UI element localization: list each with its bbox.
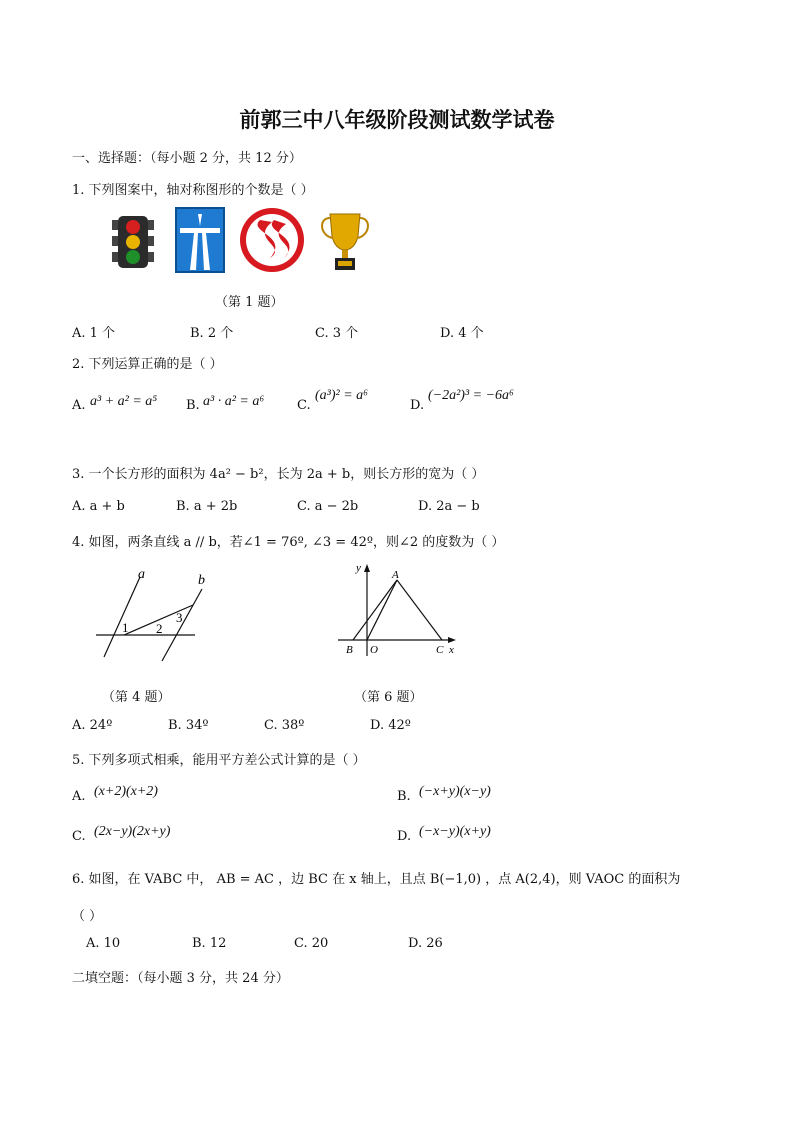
fig6-label-x: x: [449, 644, 454, 656]
q2-expr-b: a³ · a² = a⁶: [203, 394, 265, 409]
fig6-label-b: B: [346, 644, 353, 656]
figure-q6: [330, 560, 465, 660]
red-logo-icon: [240, 208, 304, 272]
q4-option-c: C. 38º: [264, 718, 305, 733]
q6-option-a: A. 10: [86, 936, 121, 951]
fig6-label-a: A: [392, 569, 399, 581]
q3-option-d: D. 2a − b: [418, 499, 480, 514]
q6-option-b: B. 12: [192, 936, 227, 951]
q6-answer-paren: （ ）: [72, 909, 103, 924]
q6-option-d: D. 26: [408, 936, 443, 951]
q5-label-b: B.: [397, 789, 411, 804]
figure-q4: [90, 565, 215, 665]
fig4-label-3: 3: [176, 610, 183, 625]
q2-expr-a: a³ + a² = a⁵: [90, 394, 158, 409]
q1-option-b: B. 2 个: [190, 326, 234, 341]
q5-label-d: D.: [397, 829, 412, 844]
q4-option-a: A. 24º: [72, 718, 113, 733]
q3-option-a: A. a + b: [72, 499, 125, 514]
q3-option-c: C. a − 2b: [297, 499, 359, 514]
q1-option-d: D. 4 个: [440, 326, 484, 341]
q3-stem: 3. 一个长方形的面积为 4a² − b²，长为 2a + b，则长方形的宽为（ ）: [72, 467, 485, 482]
q1-option-c: C. 3 个: [315, 326, 359, 341]
q5-label-c: C.: [72, 829, 86, 844]
q1-figures: [112, 206, 372, 276]
q2-label-a: A.: [72, 398, 86, 413]
fig6-label-o: O: [370, 644, 378, 656]
q4-figure-caption: （第 4 题）: [102, 690, 171, 705]
section-2-heading: 二填空题：（每小题 3 分，共 24 分）: [72, 971, 289, 986]
q1-stem: 1. 下列图案中，轴对称图形的个数是（ ）: [72, 183, 314, 198]
fig4-label-1: 1: [122, 620, 129, 635]
trophy-icon: [322, 214, 368, 270]
q6-figure-caption: （第 6 题）: [354, 690, 423, 705]
q5-expr-c: (2x−y)(2x+y): [94, 824, 171, 839]
page-title: 前郭三中八年级阶段测试数学试卷: [239, 108, 555, 132]
fig4-label-b: b: [198, 573, 205, 588]
q2-label-b: B.: [186, 398, 200, 413]
fig6-label-y: y: [356, 562, 361, 574]
fig6-label-c: C: [436, 644, 444, 656]
fig4-label-a: a: [138, 567, 145, 582]
q2-expr-c: (a³)² = a⁶: [315, 388, 369, 403]
q4-option-d: D. 42º: [370, 718, 411, 733]
q1-option-a: A. 1 个: [72, 326, 116, 341]
q2-label-c: C.: [297, 398, 311, 413]
q3-option-b: B. a + 2b: [176, 499, 238, 514]
q5-expr-a: (x+2)(x+2): [94, 784, 158, 799]
highway-sign-icon: [176, 208, 224, 272]
q5-expr-d: (−x−y)(x+y): [419, 824, 491, 839]
q5-label-a: A.: [72, 789, 86, 804]
q4-option-b: B. 34º: [168, 718, 209, 733]
fig4-label-2: 2: [156, 621, 163, 636]
q5-expr-b: (−x+y)(x−y): [419, 784, 491, 799]
q2-label-d: D.: [410, 398, 425, 413]
q1-caption: （第 1 题）: [215, 295, 284, 310]
q6-option-c: C. 20: [294, 936, 329, 951]
q2-stem: 2. 下列运算正确的是（ ）: [72, 357, 223, 372]
q5-stem: 5. 下列多项式相乘，能用平方差公式计算的是（ ）: [72, 753, 366, 768]
q4-stem: 4. 如图，两条直线 a // b，若∠1 = 76º, ∠3 = 42º，则∠2 的度数为（ ）: [72, 535, 505, 550]
section-1-heading: 一、选择题：（每小题 2 分，共 12 分）: [72, 151, 302, 166]
q6-stem: 6. 如图，在 VABC 中， AB = AC ，边 BC 在 x 轴上，且点 B(−1,0) ，点 A(2,4)，则 VAOC 的面积为: [72, 872, 681, 887]
q2-expr-d: (−2a²)³ = −6a⁶: [428, 388, 514, 403]
traffic-light-icon: [112, 216, 154, 268]
